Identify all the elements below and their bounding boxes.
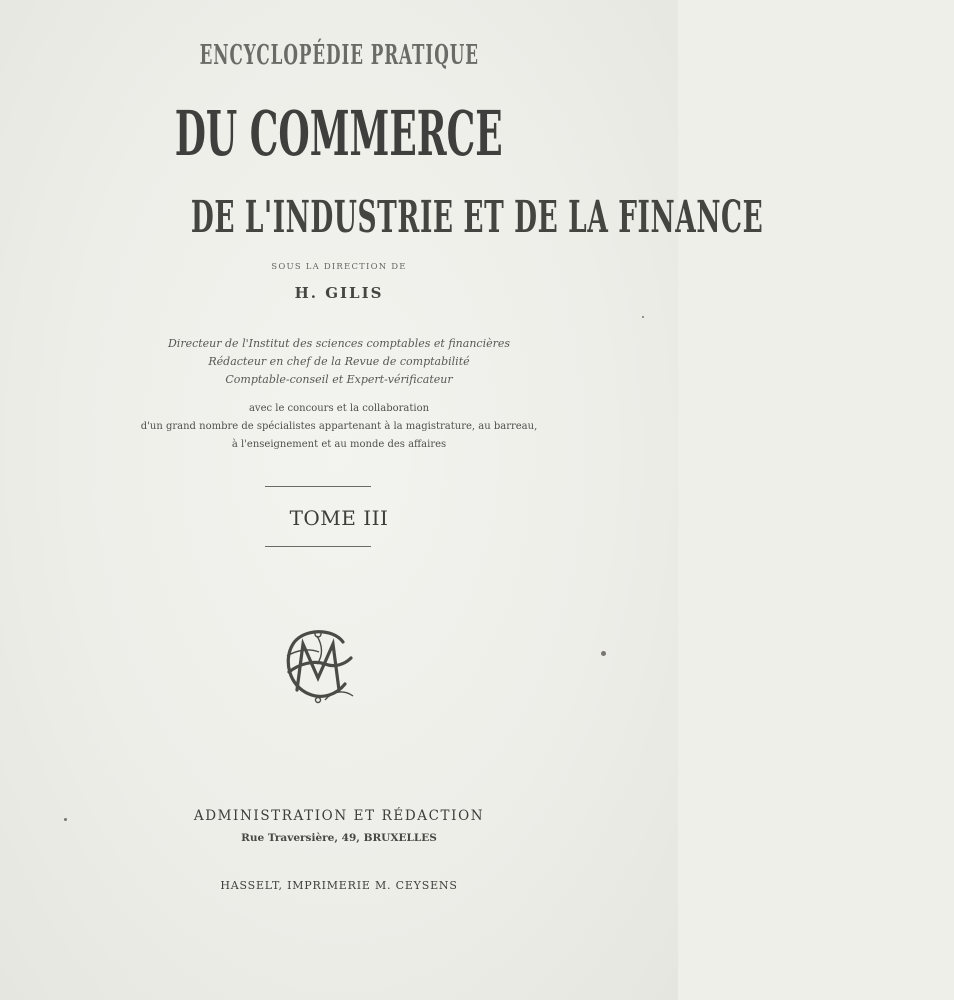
series-title-text: ENCYCLOPÉDIE PRATIQUE [199, 40, 479, 71]
divider-top [265, 486, 371, 487]
paper-speck [642, 316, 644, 318]
ornamental-monogram-icon [273, 620, 363, 710]
main-title [0, 97, 678, 170]
paper-speck [601, 651, 606, 656]
collaboration-line-1: avec le concours et la collaboration [248, 403, 430, 414]
main-title-text: DU COMMERCE [175, 97, 503, 170]
paper-speck [64, 818, 67, 821]
editor-title-2: Rédacteur en chef de la Revue de comptabilité [208, 355, 470, 368]
subtitle-text: DE L'INDUSTRIE ET DE LA FINANCE [190, 192, 764, 243]
administration-heading: ADMINISTRATION ET RÉDACTION [193, 808, 485, 824]
volume-number: TOME III [289, 506, 389, 530]
subtitle [0, 192, 764, 243]
editor-name: H. GILIS [294, 284, 384, 302]
printer-imprint: HASSELT, IMPRIMERIE M. CEYSENS [220, 879, 458, 892]
divider-bottom [265, 546, 371, 547]
series-title [0, 40, 678, 71]
collaboration-line-2: d'un grand nombre de spécialistes appartenant à la magistrature, au barreau, [140, 421, 538, 432]
editor-title-3: Comptable-conseil et Expert-vérificateur [225, 373, 453, 386]
collaboration-line-3: à l'enseignement et au monde des affaires [231, 439, 447, 450]
direction-label: SOUS LA DIRECTION DE [271, 262, 407, 272]
editor-title-1: Directeur de l'Institut des sciences comptables et financières [167, 337, 511, 350]
publisher-address: Rue Traversière, 49, BRUXELLES [241, 832, 437, 844]
